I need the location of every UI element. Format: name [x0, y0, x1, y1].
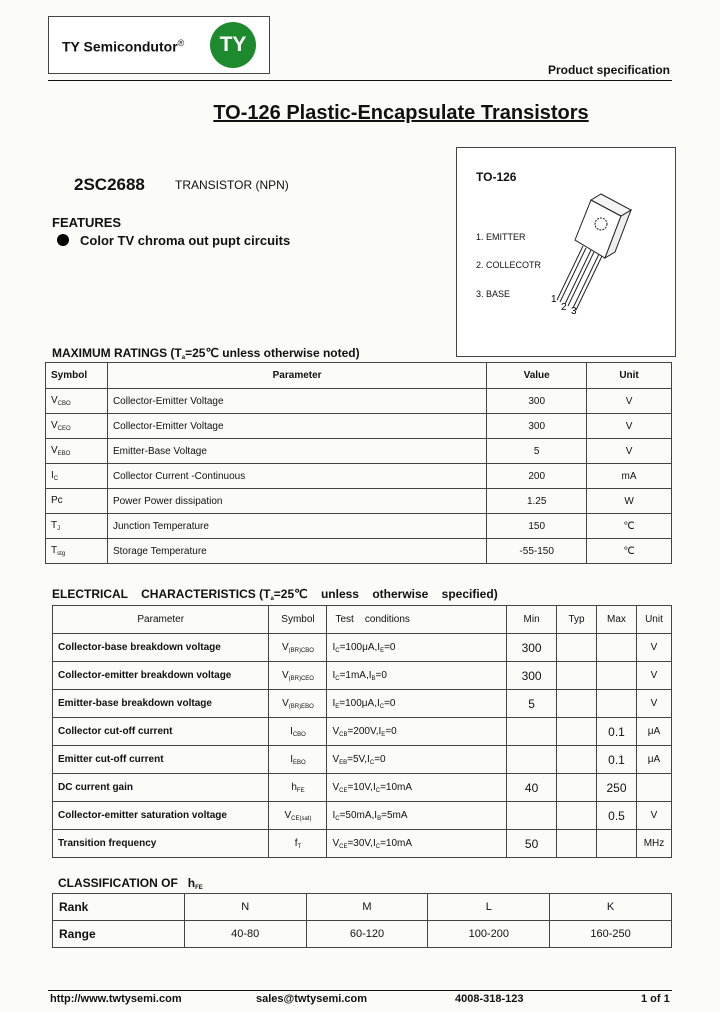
- min-cell: [507, 718, 557, 746]
- col-value: Value: [487, 363, 587, 389]
- col-conditions: Test conditions: [327, 606, 507, 634]
- condition-cell: $V_{CE}=10V,I_C=10mA$: [327, 774, 507, 802]
- parameter-cell: Emitter-base breakdown voltage: [53, 690, 269, 718]
- typ-cell: [557, 774, 597, 802]
- symbol-cell: $V_{(BR)CBO}$: [269, 634, 327, 662]
- unit-cell: V: [587, 439, 672, 464]
- ty-logo: TY: [210, 22, 256, 68]
- typ-cell: [557, 662, 597, 690]
- col-parameter: Parameter: [53, 606, 269, 634]
- symbol-cell: $I_{EBO}$: [269, 746, 327, 774]
- max-cell: 0.5: [597, 802, 637, 830]
- symbol-cell: $V_{CBO}$: [46, 389, 108, 414]
- col-symbol: Symbol: [46, 363, 108, 389]
- condition-cell: $V_{CE}=30V,I_C=10mA$: [327, 830, 507, 858]
- table-row: [53, 774, 672, 802]
- value-cell: 150: [487, 514, 587, 539]
- classification-heading: CLASSIFICATION OF $h_{FE}$: [58, 876, 203, 891]
- parameter-cell: Collector-Emitter Voltage: [107, 414, 486, 439]
- col-max: Max: [597, 606, 637, 634]
- symbol-cell: $I_C$: [46, 464, 108, 489]
- company-name: TY Semicondutor®: [62, 38, 185, 55]
- condition-cell: $V_{EB}=5V,I_C=0$: [327, 746, 507, 774]
- col-symbol: Symbol: [269, 606, 327, 634]
- pin-label: 1. EMITTER: [476, 232, 526, 242]
- symbol-cell: $V_{CE(sat)}$: [269, 802, 327, 830]
- value-cell: 200: [487, 464, 587, 489]
- value-cell: 300: [487, 414, 587, 439]
- symbol-cell: Pc: [46, 489, 108, 514]
- col-unit: Unit: [587, 363, 672, 389]
- condition-cell: $I_C=1mA,I_B=0$: [327, 662, 507, 690]
- pin-label: 3. BASE: [476, 289, 511, 299]
- min-cell: [507, 802, 557, 830]
- header-divider: [48, 80, 672, 81]
- max-cell: [597, 634, 637, 662]
- symbol-cell: $V_{(BR)EBO}$: [269, 690, 327, 718]
- symbol-cell: $T_{stg}$: [46, 539, 108, 564]
- symbol-cell: $V_{CEO}$: [46, 414, 108, 439]
- footer-email[interactable]: sales@twtysemi.com: [256, 993, 367, 1005]
- typ-cell: [557, 746, 597, 774]
- max-cell: 0.1: [597, 718, 637, 746]
- rank-cell: M: [306, 894, 428, 921]
- max-cell: [597, 690, 637, 718]
- parameter-cell: Collector Current -Continuous: [107, 464, 486, 489]
- unit-cell: ℃: [587, 514, 672, 539]
- rank-cell: N: [184, 894, 306, 921]
- table-row: [53, 746, 672, 774]
- footer-phone: 4008-318-123: [455, 993, 524, 1005]
- max-cell: 250: [597, 774, 637, 802]
- electrical-heading: ELECTRICAL CHARACTERISTICS ($T_a=25℃$ unless otherwise specified): [52, 587, 498, 602]
- unit-cell: V: [636, 662, 671, 690]
- footer-page: 1 of 1: [641, 993, 670, 1005]
- symbol-cell: $T_J$: [46, 514, 108, 539]
- part-type: TRANSISTOR (NPN): [175, 178, 289, 192]
- rank-cell: L: [428, 894, 550, 921]
- symbol-cell: $f_T$: [269, 830, 327, 858]
- symbol-cell: $V_{EBO}$: [46, 439, 108, 464]
- table-row: [46, 489, 672, 514]
- range-cell: 100-200: [428, 921, 550, 948]
- parameter-cell: Collector-Emitter Voltage: [107, 389, 486, 414]
- bullet-icon: [57, 234, 69, 246]
- range-cell: 60-120: [306, 921, 428, 948]
- to126-package-icon: [545, 188, 645, 318]
- parameter-cell: Transition frequency: [53, 830, 269, 858]
- col-parameter: Parameter: [107, 363, 486, 389]
- table-row: [46, 389, 672, 414]
- pin-number: 3: [571, 306, 577, 317]
- parameter-cell: Storage Temperature: [107, 539, 486, 564]
- unit-cell: ℃: [587, 539, 672, 564]
- typ-cell: [557, 634, 597, 662]
- parameter-cell: DC current gain: [53, 774, 269, 802]
- table-row: [53, 830, 672, 858]
- table-row: [46, 514, 672, 539]
- rank-label: Rank: [53, 894, 185, 921]
- range-label: Range: [53, 921, 185, 948]
- parameter-cell: Emitter-Base Voltage: [107, 439, 486, 464]
- col-min: Min: [507, 606, 557, 634]
- symbol-cell: $I_{CBO}$: [269, 718, 327, 746]
- table-row: [46, 539, 672, 564]
- unit-cell: V: [587, 414, 672, 439]
- max-cell: [597, 662, 637, 690]
- footer-divider: [48, 990, 672, 991]
- condition-cell: $I_C=100\mu A,I_E=0$: [327, 634, 507, 662]
- min-cell: [507, 746, 557, 774]
- features-heading: FEATURES: [52, 215, 122, 230]
- range-cell: 160-250: [550, 921, 672, 948]
- parameter-cell: Collector-base breakdown voltage: [53, 634, 269, 662]
- typ-cell: [557, 690, 597, 718]
- value-cell: 1.25: [487, 489, 587, 514]
- pin-label: 2. COLLECOTR: [476, 260, 542, 270]
- unit-cell: W: [587, 489, 672, 514]
- max-cell: [597, 830, 637, 858]
- table-row: [53, 802, 672, 830]
- min-cell: 50: [507, 830, 557, 858]
- page-title: TO-126 Plastic-Encapsulate Transistors: [213, 102, 589, 124]
- unit-cell: mA: [587, 464, 672, 489]
- col-typ: Typ: [557, 606, 597, 634]
- typ-cell: [557, 802, 597, 830]
- rank-cell: K: [550, 894, 672, 921]
- unit-cell: [636, 774, 671, 802]
- value-cell: 300: [487, 389, 587, 414]
- typ-cell: [557, 830, 597, 858]
- table-row: [53, 634, 672, 662]
- parameter-cell: Collector-emitter saturation voltage: [53, 802, 269, 830]
- parameter-cell: Collector-emitter breakdown voltage: [53, 662, 269, 690]
- unit-cell: μA: [636, 718, 671, 746]
- typ-cell: [557, 718, 597, 746]
- table-row: [53, 662, 672, 690]
- min-cell: 40: [507, 774, 557, 802]
- value-cell: 5: [487, 439, 587, 464]
- parameter-cell: Junction Temperature: [107, 514, 486, 539]
- table-row: [46, 414, 672, 439]
- unit-cell: V: [636, 634, 671, 662]
- table-row: [53, 718, 672, 746]
- feature-item: Color TV chroma out pupt circuits: [80, 233, 291, 248]
- unit-cell: V: [636, 802, 671, 830]
- table-row: [46, 464, 672, 489]
- unit-cell: V: [587, 389, 672, 414]
- part-number: 2SC2688: [74, 175, 145, 194]
- symbol-cell: $h_{FE}$: [269, 774, 327, 802]
- parameter-cell: Power Power dissipation: [107, 489, 486, 514]
- table-row: [53, 690, 672, 718]
- col-unit: Unit: [636, 606, 671, 634]
- spec-label: Product specification: [547, 63, 670, 77]
- unit-cell: μA: [636, 746, 671, 774]
- footer-url[interactable]: http://www.twtysemi.com: [50, 993, 182, 1005]
- condition-cell: $I_E=100\mu A,I_C=0$: [327, 690, 507, 718]
- table-row: [46, 439, 672, 464]
- condition-cell: $V_{CB}=200V,I_E=0$: [327, 718, 507, 746]
- electrical-table: [52, 605, 672, 858]
- min-cell: 300: [507, 634, 557, 662]
- package-name: TO-126: [476, 170, 517, 184]
- value-cell: -55-150: [487, 539, 587, 564]
- symbol-cell: $V_{(BR)CEO}$: [269, 662, 327, 690]
- max-ratings-heading: MAXIMUM RATINGS ($T_a=25℃$ unless otherwise noted): [52, 346, 360, 361]
- unit-cell: MHz: [636, 830, 671, 858]
- pin-number: 2: [561, 302, 567, 313]
- unit-cell: V: [636, 690, 671, 718]
- max-ratings-table: [45, 362, 672, 564]
- condition-cell: $I_C=50mA,I_B=5mA$: [327, 802, 507, 830]
- range-cell: 40-80: [184, 921, 306, 948]
- parameter-cell: Emitter cut-off current: [53, 746, 269, 774]
- parameter-cell: Collector cut-off current: [53, 718, 269, 746]
- min-cell: 5: [507, 690, 557, 718]
- classification-table: [52, 893, 672, 948]
- max-cell: 0.1: [597, 746, 637, 774]
- min-cell: 300: [507, 662, 557, 690]
- pin-number: 1: [551, 294, 557, 305]
